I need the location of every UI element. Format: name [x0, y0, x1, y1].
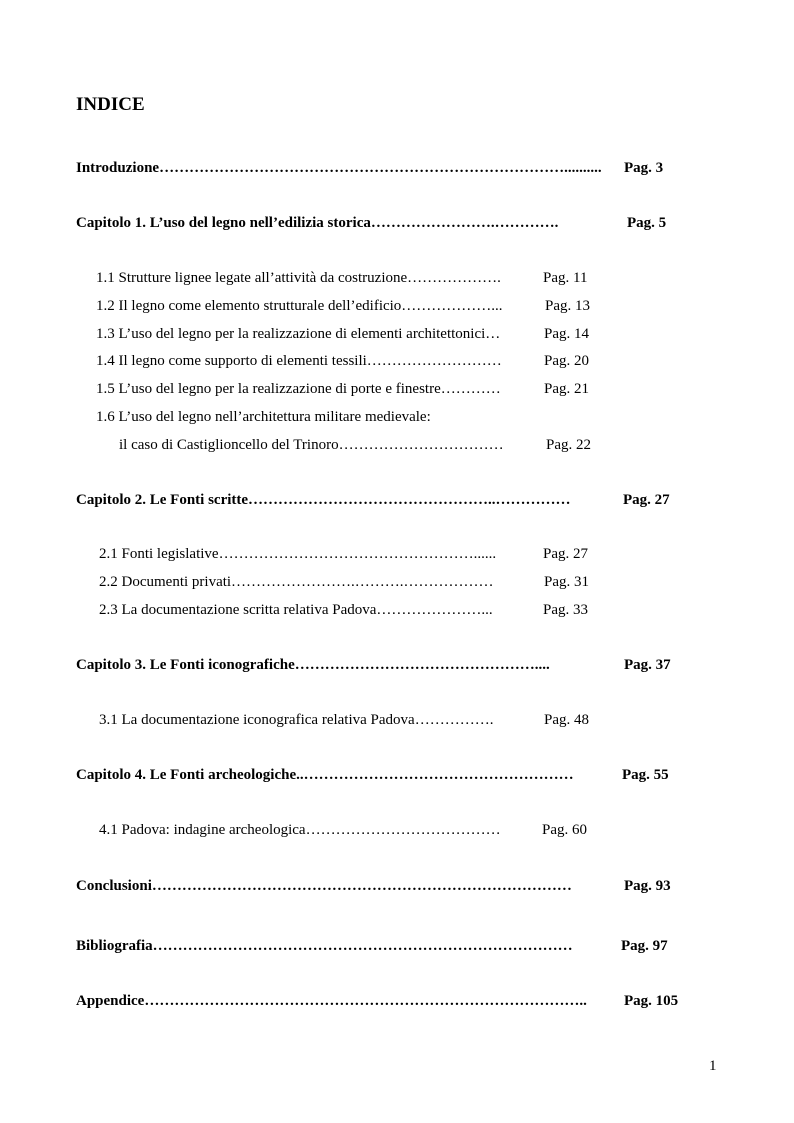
toc-entry-page: Pag. 14 [544, 326, 589, 342]
toc-entry-page: Pag. 3 [624, 160, 664, 176]
toc-entry-title: Capitolo 3. Le Fonti iconografiche………………………………………….... [76, 657, 550, 673]
toc-entry-title: 3.1 La documentazione iconografica relativa Padova……………. [99, 712, 494, 728]
toc-entry-page: Pag. 48 [544, 712, 589, 728]
toc-entry-title: Appendice…………………………………………………………………………….. [76, 993, 587, 1009]
toc-entry-title: Capitolo 4. Le Fonti archeologiche..……………………………………………… [76, 767, 574, 783]
toc-entry-title: 2.2 Documenti privati…………………….……….……………… [99, 574, 494, 590]
toc-entry-page: Pag. 33 [543, 602, 588, 618]
toc-entry-title: 1.3 L’uso del legno per la realizzazione di elementi architettonici… [96, 326, 501, 342]
toc-entry-title: Introduzione……………………………………………………………………….......... [76, 160, 602, 176]
toc-entry-title: 1.4 Il legno come supporto di elementi tessili……………………… [96, 353, 502, 369]
toc-entry-page: Pag. 5 [627, 215, 667, 231]
toc-entry-page: Pag. 37 [624, 657, 671, 673]
toc-entry-page: Pag. 55 [622, 767, 669, 783]
toc-entry-page: Pag. 60 [542, 822, 587, 838]
toc-entry-title: Bibliografia………………………………………………………………………… [76, 938, 573, 954]
toc-entry-title: 2.3 La documentazione scritta relativa Padova…………………... [99, 602, 493, 618]
toc-entry-title: 4.1 Padova: indagine archeologica………………………………… [99, 822, 501, 838]
page-number: 1 [709, 1058, 717, 1074]
toc-entry-title: 1.2 Il legno come elemento strutturale dell’edificio………………... [96, 298, 503, 314]
toc-entry-page: Pag. 97 [621, 938, 668, 954]
toc-entry-title: Capitolo 2. Le Fonti scritte…………………………………………..…………… [76, 492, 571, 508]
toc-entry-page: Pag. 13 [545, 298, 590, 314]
index-title: INDICE [76, 94, 145, 115]
toc-entry-title: Capitolo 1. L’uso del legno nell’edilizia storica…………………….…………. [76, 215, 559, 231]
toc-entry-title: 2.1 Fonti legislative……………………………………………...... [99, 546, 497, 562]
toc-entry-title: 1.6 L’uso del legno nell’architettura militare medievale: [96, 409, 431, 425]
toc-entry-page: Pag. 11 [543, 270, 588, 286]
toc-entry-title: 1.5 L’uso del legno per la realizzazione di porte e finestre………… [96, 381, 501, 397]
toc-entry-title: 1.1 Strutture lignee legate all’attività da costruzione………………. [96, 270, 501, 286]
toc-entry-page: Pag. 22 [546, 437, 591, 453]
toc-entry-page: Pag. 93 [624, 878, 671, 894]
toc-entry-title: Conclusioni………………………………………………………………………… [76, 878, 572, 894]
toc-entry-page: Pag. 105 [624, 993, 679, 1009]
toc-entry-page: Pag. 20 [544, 353, 589, 369]
toc-entry-page: Pag. 31 [544, 574, 589, 590]
toc-entry-page: Pag. 27 [543, 546, 588, 562]
toc-entry-page: Pag. 27 [623, 492, 670, 508]
toc-entry-page: Pag. 21 [544, 381, 589, 397]
toc-entry-title: il caso di Castiglioncello del Trinoro…………………………… [119, 437, 504, 453]
